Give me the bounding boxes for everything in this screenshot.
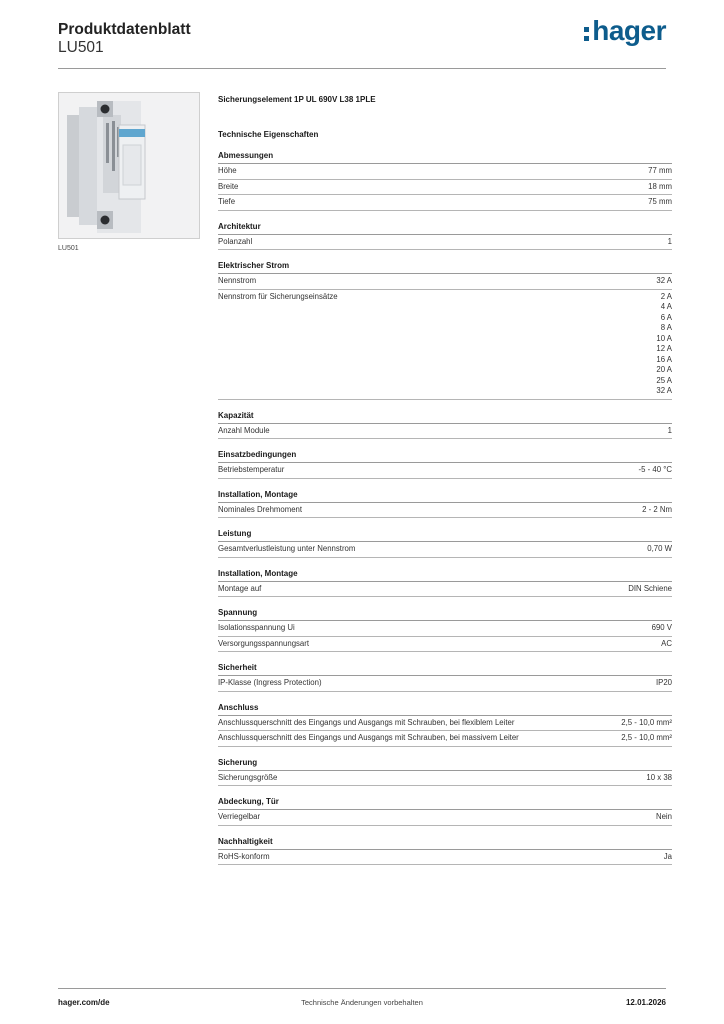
section-title: Kapazität [218, 411, 672, 424]
spec-label: Anschlussquerschnitt des Eingangs und Ausgangs mit Schrauben, bei flexiblem Leiter [218, 717, 515, 727]
spec-section [218, 529, 672, 558]
spec-value [656, 292, 672, 397]
spec-label: Verriegelbar [218, 812, 261, 821]
spec-value-line: 6 A [660, 312, 672, 322]
spec-row [218, 771, 672, 787]
spec-row [218, 850, 672, 866]
spec-row [218, 676, 672, 692]
spec-label: Anschlussquerschnitt des Eingangs und Ausgangs mit Schrauben, bei massivem Leiter [218, 733, 519, 742]
spec-section [218, 837, 672, 866]
spec-value-line: 77 mm [648, 166, 672, 175]
spec-label: Montage auf [218, 583, 262, 593]
section-title: Anschluss [218, 703, 672, 716]
footer-note: Technische Änderungen vorbehalten [301, 998, 423, 1007]
spec-value-line: 10 A [656, 333, 672, 343]
spec-value [621, 733, 672, 744]
spec-value-line: 690 V [651, 623, 672, 632]
spec-value [648, 197, 672, 208]
spec-value [652, 623, 672, 634]
spec-row [218, 424, 672, 440]
spec-section [218, 797, 672, 826]
spec-value-line: 2 A [660, 291, 672, 301]
spec-section [218, 222, 672, 251]
spec-value [656, 678, 672, 689]
spec-label: Polanzahl [218, 236, 253, 246]
spec-label: Gesamtverlustleistung unter Nennstrom [218, 544, 356, 553]
tech-heading: Technische Eigenschaften [218, 130, 319, 139]
footer-date: 12.01.2026 [625, 998, 666, 1007]
spec-value [648, 182, 672, 193]
spec-section [218, 411, 672, 440]
spec-row [218, 731, 672, 747]
product-image [58, 92, 200, 239]
spec-value-line: Ja [663, 851, 672, 861]
product-name: Sicherungselement 1P UL 690V L38 1PLE [218, 95, 376, 104]
spec-value-line: 8 A [660, 323, 672, 332]
spec-value-line: IP20 [655, 678, 672, 687]
spec-value [648, 166, 672, 177]
spec-label: Anzahl Module [218, 425, 270, 435]
spec-label: RoHS-konform [218, 851, 270, 861]
spec-value [656, 276, 672, 287]
section-title: Abmessungen [218, 151, 672, 164]
spec-value [668, 237, 672, 248]
image-caption: LU501 [58, 245, 79, 252]
spec-label: Nennstrom für Sicherungseinsätze [218, 291, 338, 301]
spec-label: Tiefe [218, 197, 236, 206]
section-title: Leistung [218, 529, 672, 542]
spec-section [218, 758, 672, 787]
product-code: LU501 [58, 39, 104, 56]
spec-value-line: 1 [667, 236, 672, 246]
spec-value-line: 0,70 W [647, 544, 672, 553]
spec-value-line: AC [661, 638, 672, 648]
spec-row [218, 463, 672, 479]
spec-section [218, 608, 672, 652]
spec-value-line: 16 A [656, 354, 672, 364]
spec-value-line: -5 - 40 °C [638, 465, 672, 474]
section-title: Abdeckung, Tür [218, 797, 672, 810]
spec-value-line: 32 A [656, 386, 672, 395]
spec-value-line: Nein [655, 812, 672, 821]
spec-value-line: 25 A [656, 375, 672, 385]
section-title: Sicherung [218, 758, 672, 771]
section-title: Installation, Montage [218, 569, 672, 582]
spec-value-line: 2,5 - 10,0 mm² [621, 733, 672, 742]
spec-value-line: 12 A [656, 344, 672, 353]
page-title: Produktdatenblatt [58, 21, 191, 38]
section-title: Architektur [218, 222, 672, 235]
spec-row [218, 582, 672, 598]
spec-row [218, 621, 672, 637]
spec-row [218, 164, 672, 180]
spec-row [218, 716, 672, 732]
spec-label: Versorgungsspannungsart [218, 638, 310, 648]
spec-label: Betriebstemperatur [218, 465, 285, 474]
spec-value [628, 584, 672, 595]
spec-label: Breite [218, 181, 239, 191]
spec-section [218, 490, 672, 519]
spec-value-line: 32 A [656, 276, 672, 285]
section-title: Einsatzbedingungen [218, 450, 672, 463]
spec-value [646, 773, 672, 784]
section-title: Nachhaltigkeit [218, 837, 672, 850]
spec-value-line: 1 [667, 425, 672, 435]
spec-value [621, 718, 672, 729]
spec-row [218, 810, 672, 826]
spec-label: IP-Klasse (Ingress Protection) [218, 678, 322, 687]
spec-value-line: 18 mm [648, 181, 672, 191]
spec-label: Nominales Drehmoment [218, 504, 303, 514]
hager-logo [584, 17, 666, 45]
spec-value [668, 426, 672, 437]
logo-dots-icon [584, 27, 589, 41]
spec-row [218, 503, 672, 519]
spec-value-line: 10 x 38 [646, 772, 672, 782]
spec-section [218, 261, 672, 400]
spec-sections [218, 151, 672, 865]
spec-label: Sicherungsgröße [218, 772, 278, 782]
logo-text: hager [592, 15, 666, 46]
spec-value [656, 812, 672, 823]
spec-section [218, 151, 672, 211]
spec-value [661, 639, 672, 650]
fuse-holder-icon [59, 93, 200, 239]
section-title: Sicherheit [218, 663, 672, 676]
spec-row [218, 637, 672, 653]
spec-value [639, 465, 672, 476]
spec-section [218, 569, 672, 598]
spec-section [218, 703, 672, 747]
footer-divider [58, 988, 666, 989]
spec-value [642, 505, 672, 516]
spec-label: Höhe [218, 166, 237, 175]
header-divider [58, 68, 666, 69]
spec-value [664, 852, 672, 863]
section-title: Installation, Montage [218, 490, 672, 503]
spec-row [218, 180, 672, 196]
spec-row [218, 195, 672, 211]
spec-row [218, 235, 672, 251]
spec-value [647, 544, 672, 555]
spec-value-line: 4 A [660, 302, 672, 311]
footer-website: hager.com/de [58, 998, 110, 1007]
spec-value-line: 20 A [656, 365, 672, 374]
spec-row [218, 274, 672, 290]
spec-value-line: 2,5 - 10,0 mm² [621, 717, 672, 727]
spec-label: Nennstrom [218, 276, 257, 285]
spec-content [218, 95, 672, 876]
spec-value-line: 75 mm [648, 197, 672, 206]
spec-value-line: DIN Schiene [628, 583, 672, 593]
spec-row [218, 542, 672, 558]
spec-value-line: 2 - 2 Nm [642, 504, 672, 514]
spec-section [218, 663, 672, 692]
spec-label: Isolationsspannung Ui [218, 623, 295, 632]
section-title: Elektrischer Strom [218, 261, 672, 274]
section-title: Spannung [218, 608, 672, 621]
spec-section [218, 450, 672, 479]
spec-row [218, 290, 672, 400]
